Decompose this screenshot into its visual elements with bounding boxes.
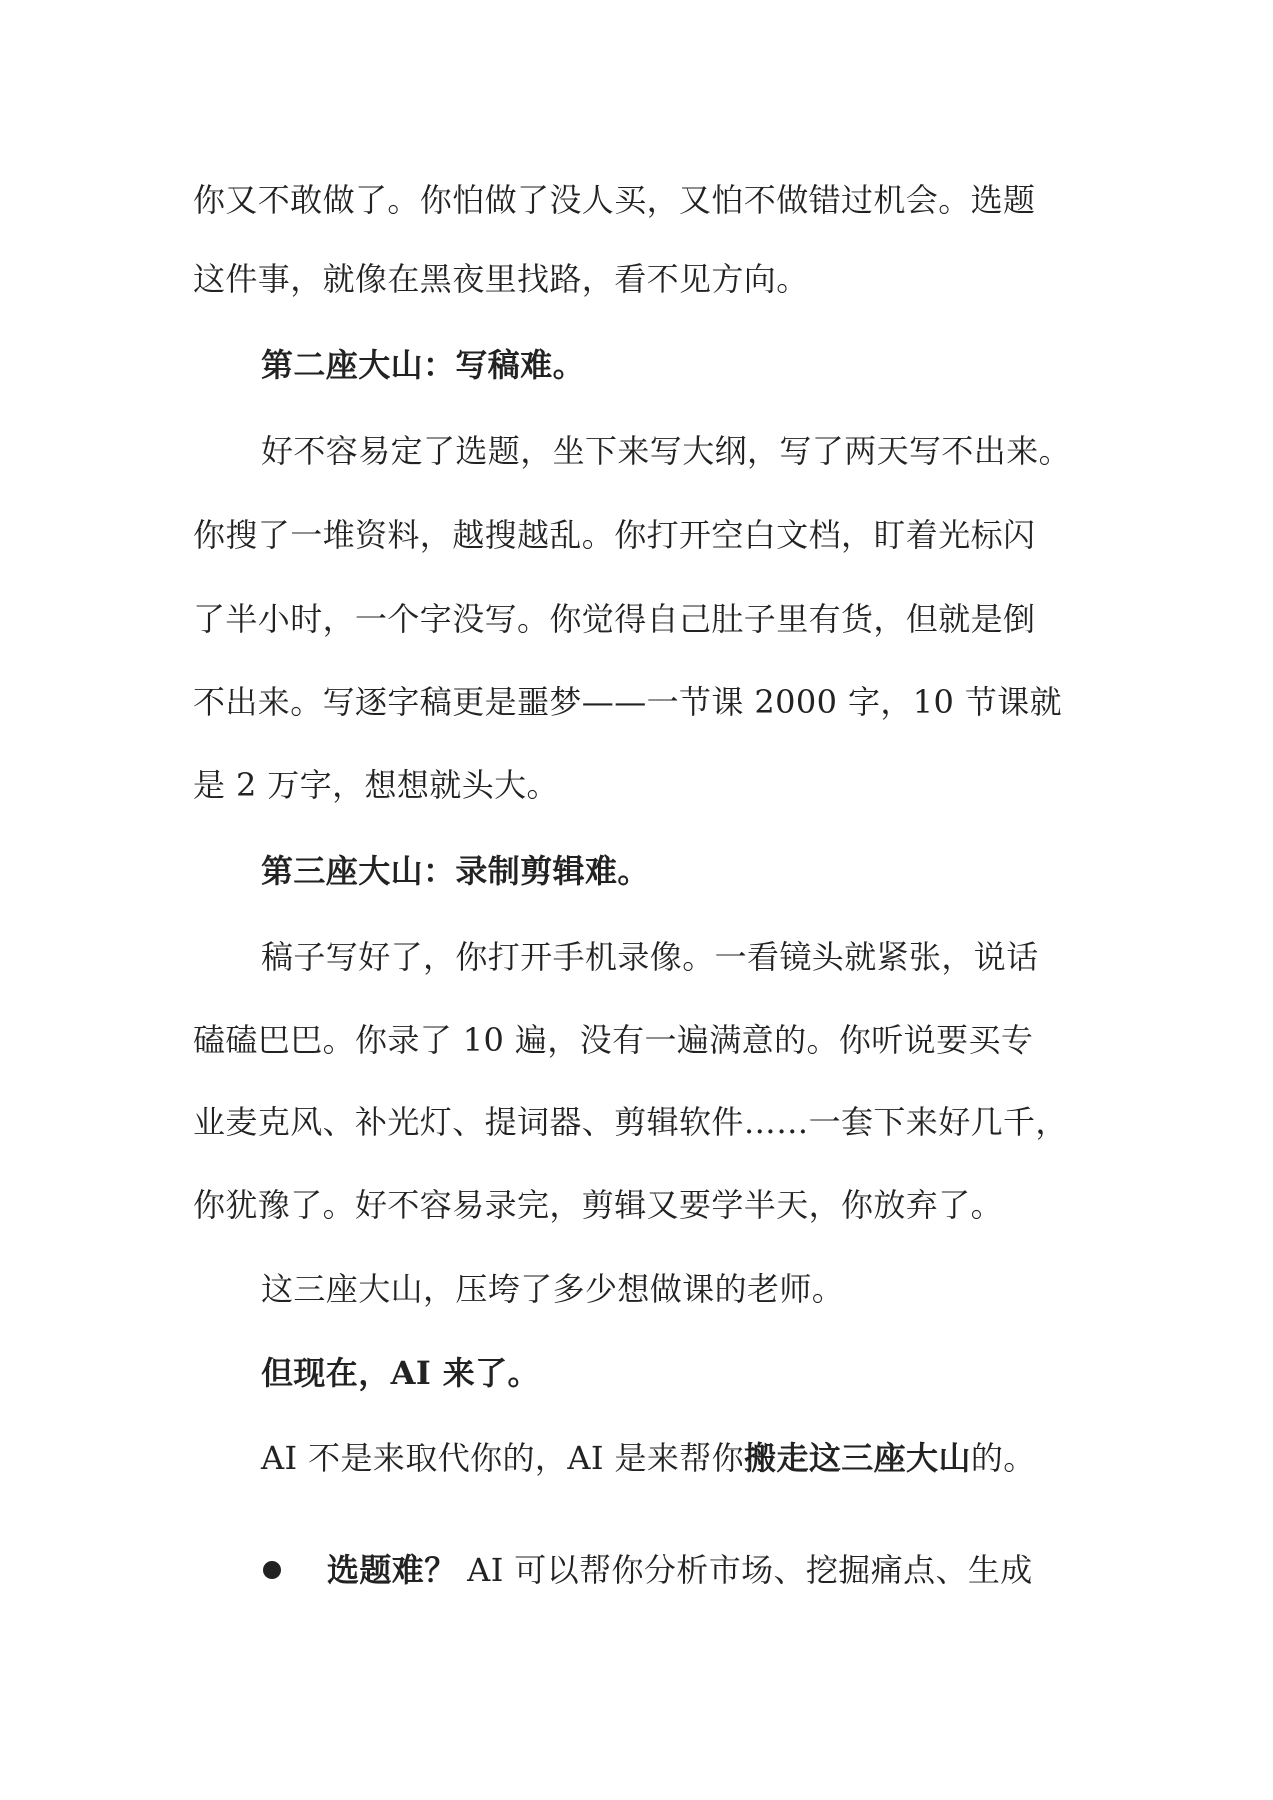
bullet-item	[327, 1550, 1033, 1590]
paragraph-line: 你搜了一堆资料，越搜越乱。你打开空白文档，盯着光标闪	[193, 516, 1036, 554]
paragraph-line: 好不容易定了选题，坐下来写大纲，写了两天写不出来。	[261, 432, 1072, 470]
bullet-text: AI 可以帮你分析市场、挖掘痛点、生成	[456, 1551, 1033, 1589]
paragraph-line: 稿子写好了，你打开手机录像。一看镜头就紧张，说话	[261, 938, 1039, 976]
paragraph-line: 你又不敢做了。你怕做了没人买，又怕不做错过机会。选题	[193, 181, 1036, 219]
bullet-label: 选题难？	[327, 1551, 457, 1589]
paragraph-line: 是 2 万字，想想就头大。	[193, 766, 559, 804]
paragraph-line: 磕磕巴巴。你录了 10 遍，没有一遍满意的。你听说要买专	[193, 1021, 1034, 1059]
bold-text-run: 搬走这三座大山	[744, 1439, 971, 1477]
paragraph-line: 你犹豫了。好不容易录完，剪辑又要学半天，你放弃了。	[193, 1186, 1004, 1224]
bullet-icon	[263, 1561, 281, 1579]
paragraph: 这三座大山，压垮了多少想做课的老师。	[261, 1270, 845, 1308]
paragraph-line: 业麦克风、补光灯、提词器、剪辑软件……一套下来好几千，	[193, 1103, 1068, 1141]
paragraph-line: 这件事，就像在黑夜里找路，看不见方向。	[193, 260, 809, 298]
section-heading-2: 第二座大山：写稿难。	[261, 346, 586, 384]
section-heading-3: 第三座大山：录制剪辑难。	[261, 852, 650, 890]
paragraph-line: 了半小时，一个字没写。你觉得自己肚子里有货，但就是倒	[193, 600, 1036, 638]
paragraph-mixed	[261, 1438, 1036, 1478]
emphasis-paragraph: 但现在，AI 来了。	[261, 1354, 540, 1392]
text-run: 的。	[970, 1439, 1036, 1477]
paragraph-line: 不出来。写逐字稿更是噩梦——一节课 2000 字，10 节课就	[193, 683, 1063, 721]
text-run: AI 不是来取代你的，AI 是来帮你	[261, 1439, 745, 1477]
